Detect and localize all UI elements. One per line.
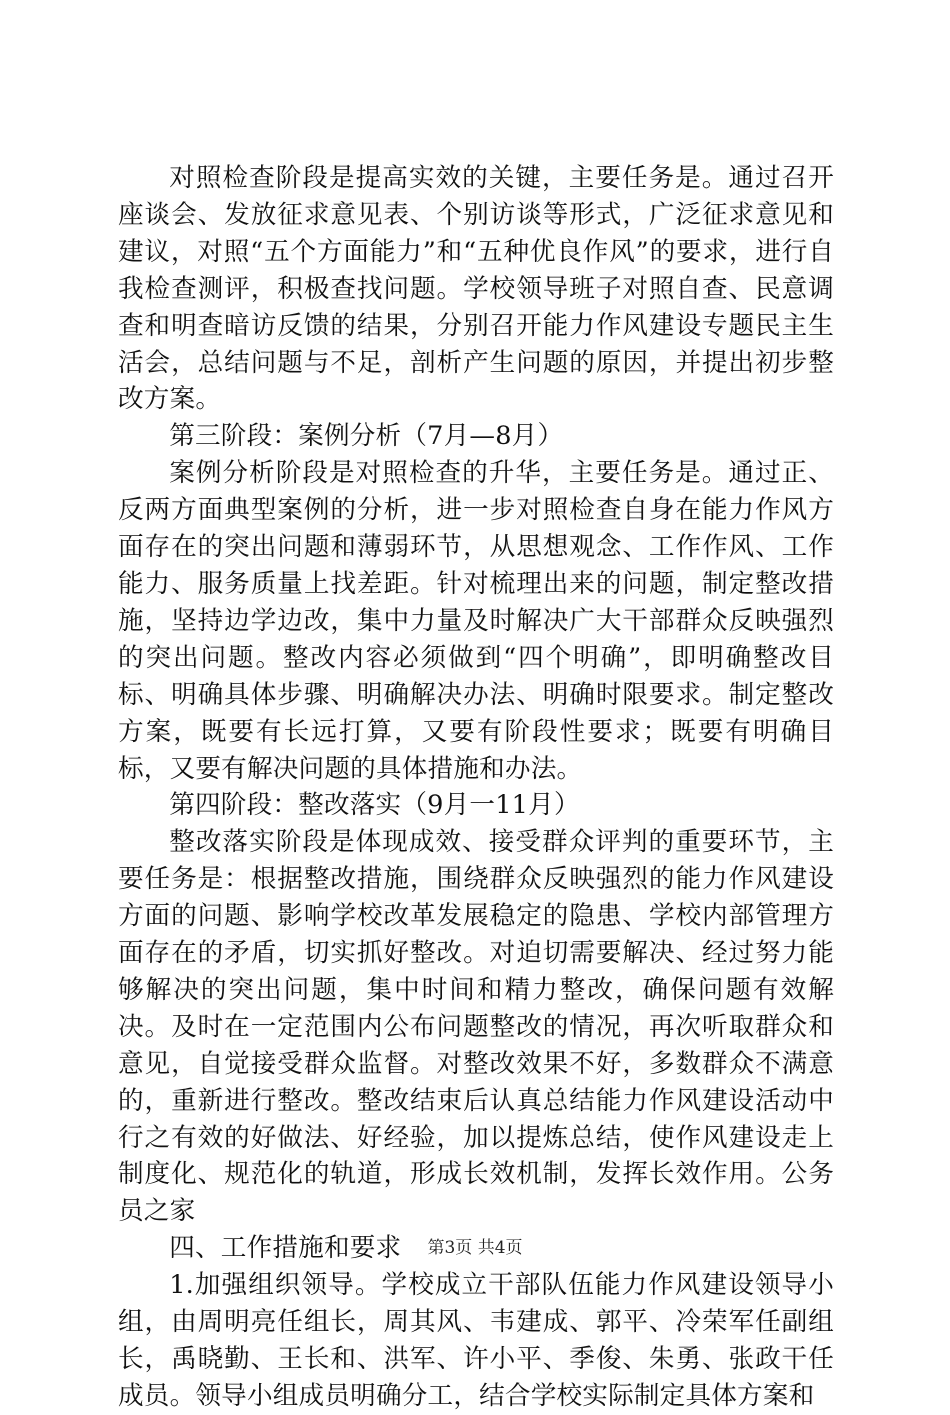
heading-stage-four: 第四阶段：整改落实（9月一11月） [169, 790, 580, 821]
paragraph-organization-leadership: 1.加强组织领导。学校成立干部队伍能力作风建设领导小组，由周明亮任组长，周其风、韦建成、郭平、冷荣军任副组长，禹晓勤、王长和、洪军、许小平、季俊、朱勇、张政干任成员。领导小组成员明确分工，结合学校实际制定具体方案和 [118, 1270, 834, 1411]
heading-stage-three: 第三阶段：案例分析（7月—8月） [169, 421, 564, 452]
heading-measures-requirements: 四、工作措施和要求 [169, 1233, 402, 1264]
paragraph-rectification-stage: 整改落实阶段是体现成效、接受群众评判的重要环节，主要任务是：根据整改措施，围绕群众反映强烈的能力作风建设方面的问题、影响学校改革发展稳定的隐患、学校内部管理方面存在的矛盾，切实抓好整改。对迫切需要解决、经过努力能够解决的突出问题，集中时间和精力整改，确保问题有效解决。及时在一定范围内公布问题整改的情况，再次听取群众和意见，自觉接受群众监督。对整改效果不好，多数群众不满意的，重新进行整改。整改结束后认真总结能力作风建设活动中行之有效的好做法、好经验，加以提炼总结，使作风建设走上制度化、规范化的轨道，形成长效机制，发挥长效作用。公务员之家 [118, 827, 834, 1227]
paragraph-case-analysis-stage: 案例分析阶段是对照检查的升华，主要任务是。通过正、反两方面典型案例的分析，进一步对照检查自身在能力作风方面存在的突出问题和薄弱环节，从思想观念、工作作风、工作能力、服务质量上找差距。针对梳理出来的问题，制定整改措施，坚持边学边改，集中力量及时解决广大干部群众反映强烈的突出问题。整改内容必须做到“四个明确”，即明确整改目标、明确具体步骤、明确解决办法、明确时限要求。制定整改方案，既要有长远打算，又要有阶段性要求；既要有明确目标，又要有解决问题的具体措施和办法。 [118, 458, 834, 784]
page-footer: 第3页 共4页 [427, 1238, 523, 1258]
paragraph-self-check-stage: 对照检查阶段是提高实效的关键，主要任务是。通过召开座谈会、发放征求意见表、个别访谈等形式，广泛征求意见和建议，对照“五个方面能力”和“五种优良作风”的要求，进行自我检查测评，积极查找问题。学校领导班子对照自查、民意调查和明查暗访反馈的结果，分别召开能力作风建设专题民主生活会，总结问题与不足，剖析产生问题的原因，并提出初步整改方案。 [118, 163, 834, 415]
document-body [118, 160, 834, 1415]
